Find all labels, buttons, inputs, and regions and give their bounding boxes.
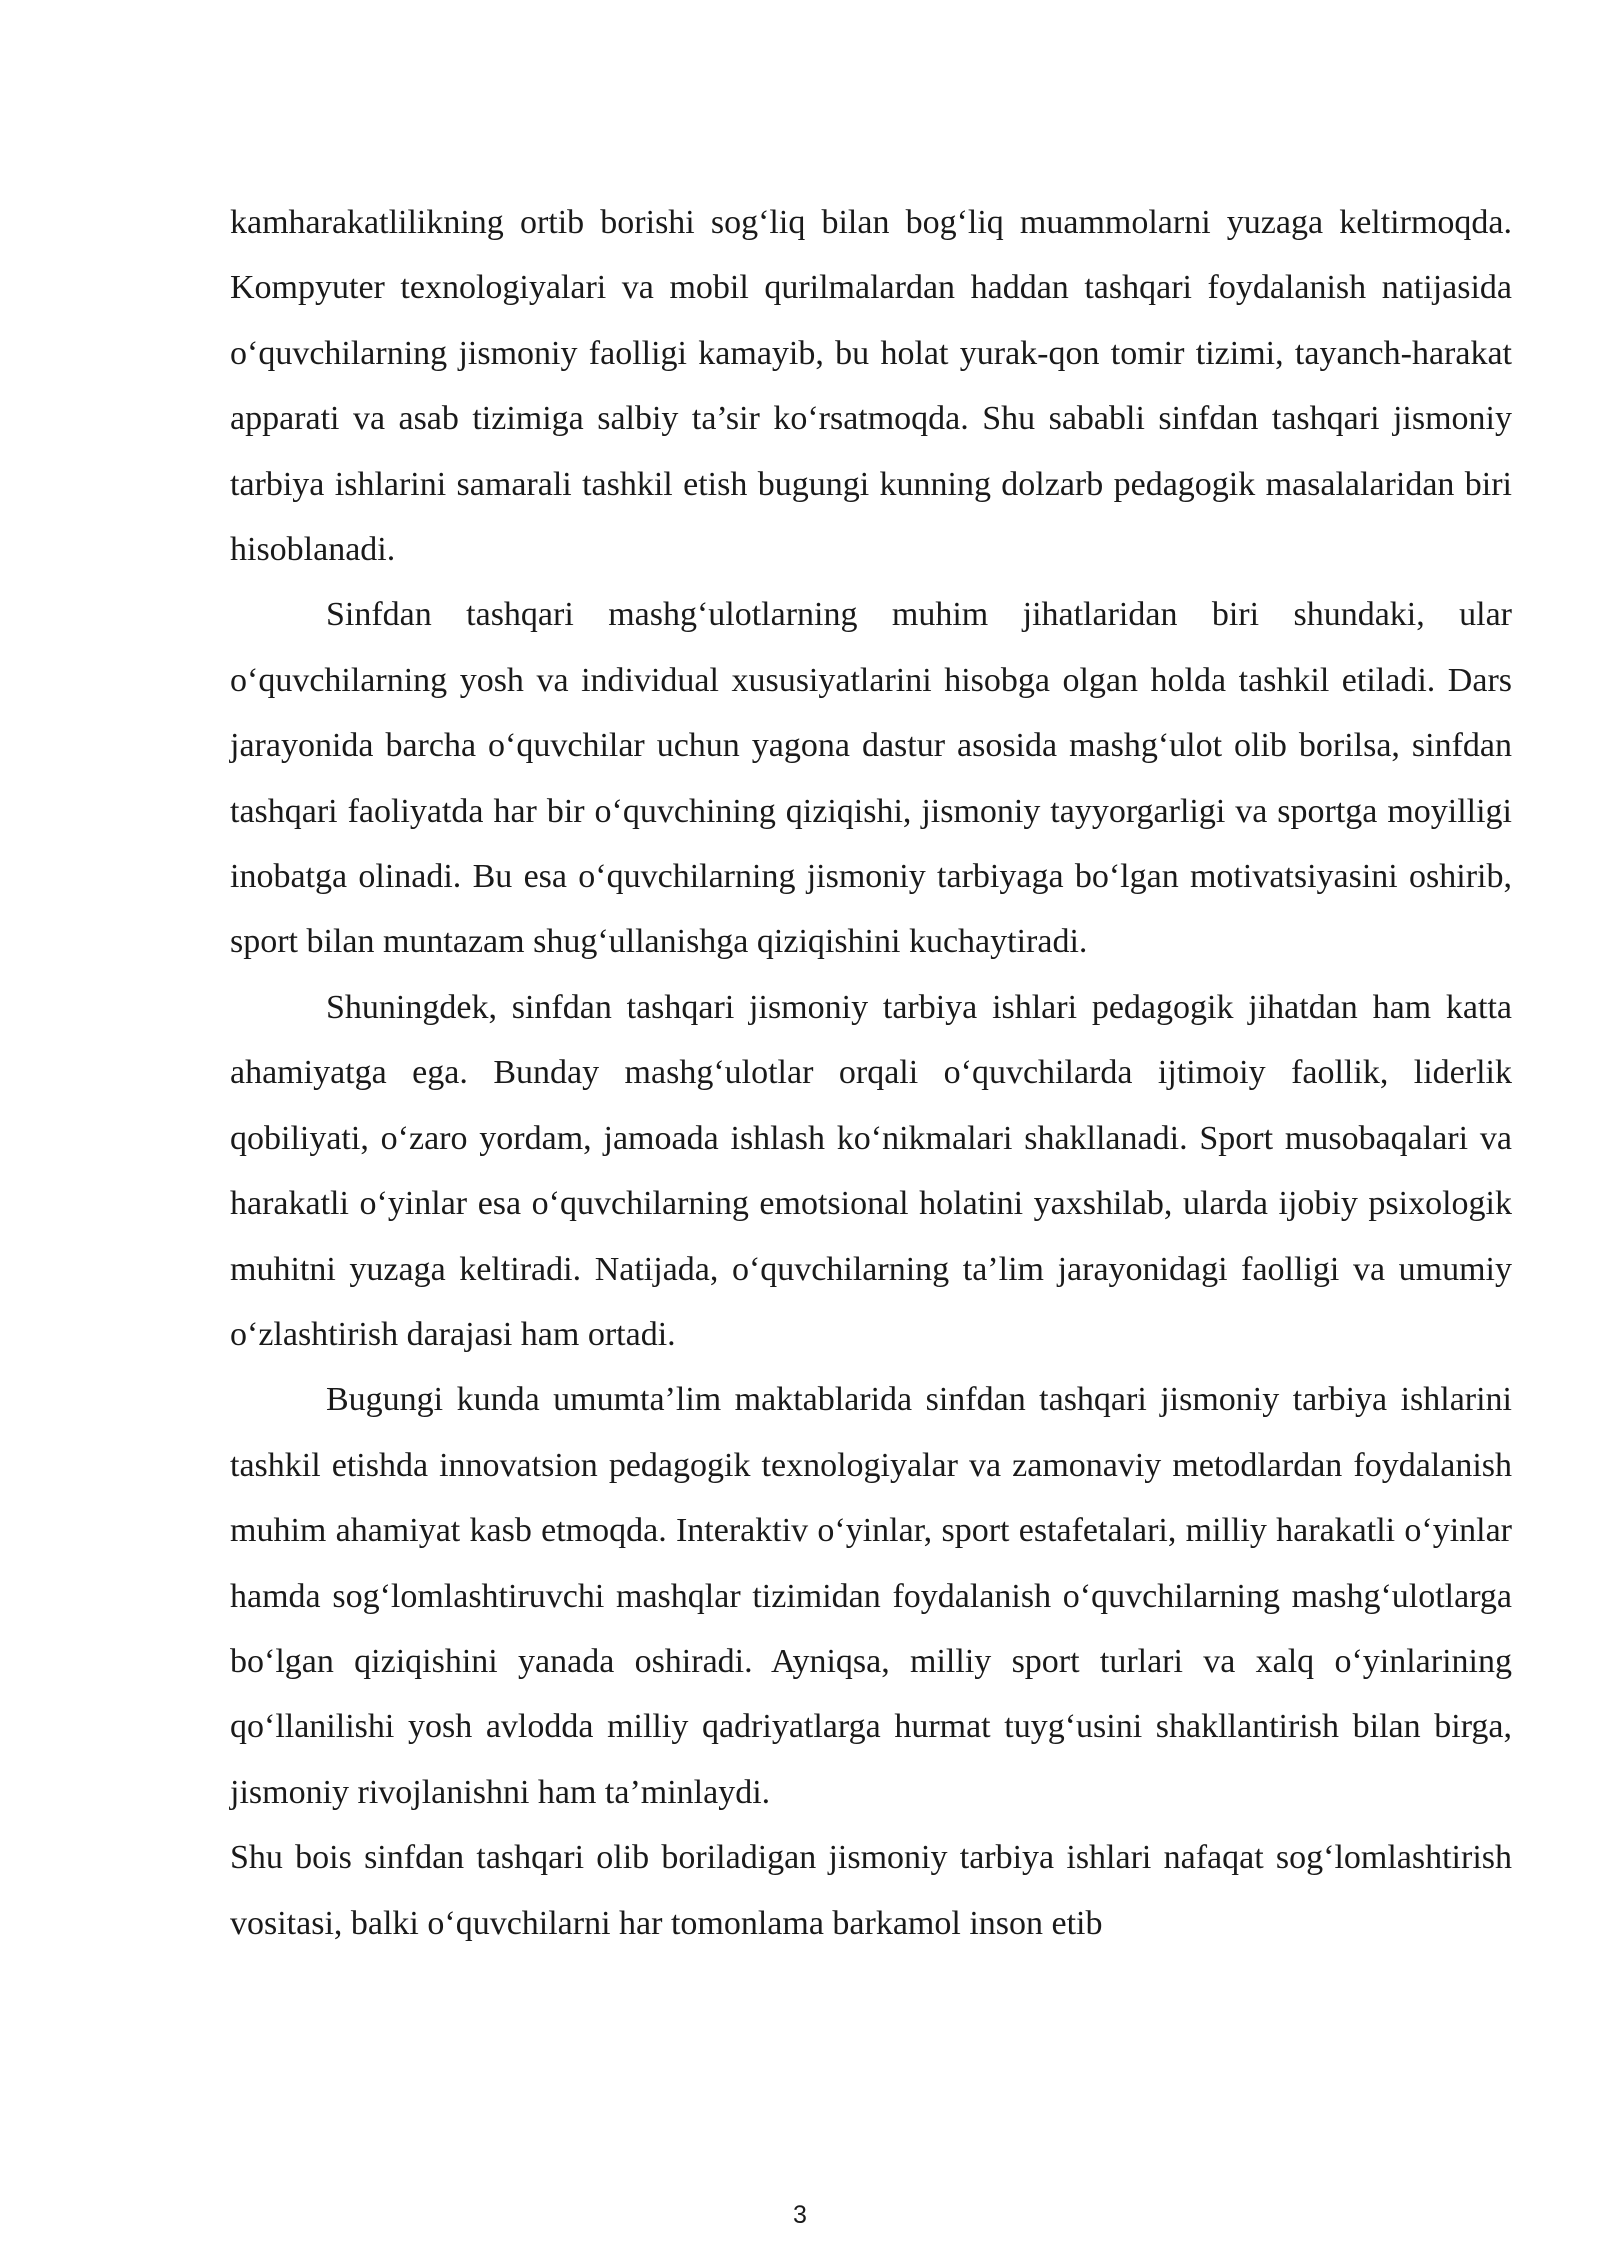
page-number: 3 — [793, 2201, 807, 2229]
paragraph-2: Sinfdan tashqari mashg‘ulotlarning muhim jihatlaridan biri shundaki, ular o‘quvchilarning yosh va individual xususiyatlarini hisobga olgan holda tashkil etiladi. Dars jarayonida barcha o‘quvchilar uchun yagona dastur asosida mashg‘ulot olib borilsa, sinfdan tashqari faoliyatda har bir o‘quvchining qiziqishi, jismoniy tayyorgarligi va sportga moyilligi inobatga olinadi. Bu esa o‘quvchilarning jismoniy tarbiyaga bo‘lgan motivatsiyasini oshirib, sport bilan muntazam shug‘ullanishga qiziqishini kuchaytiradi. — [230, 596, 1512, 961]
paragraph-5: Shu bois sinfdan tashqari olib boriladigan jismoniy tarbiya ishlari nafaqat sog‘lomlashtirish vositasi, balki o‘quvchilarni har tomonlama barkamol inson etib — [230, 1839, 1512, 1942]
document-body — [230, 190, 1512, 1956]
paragraph-1: kamharakatlilikning ortib borishi sog‘liq bilan bog‘liq muammolarni yuzaga keltirmoqda. Kompyuter texnologiyalari va mobil qurilmalardan haddan tashqari foydalanish natijasida o‘quvchilarning jismoniy faolligi kamayib, bu holat yurak-qon tomir tizimi, tayanch-harakat apparati va asab tizimiga salbiy ta’sir ko‘rsatmoqda. Shu sababli sinfdan tashqari jismoniy tarbiya ishlarini samarali tashkil etish bugungi kunning dolzarb pedagogik masalalaridan biri hisoblanadi. — [230, 204, 1512, 569]
paragraph-4: Bugungi kunda umumta’lim maktablarida sinfdan tashqari jismoniy tarbiya ishlarini tashkil etishda innovatsion pedagogik texnologiyalar va zamonaviy metodlardan foydalanish muhim ahamiyat kasb etmoqda. Interaktiv o‘yinlar, sport estafetalari, milliy harakatli o‘yinlar hamda sog‘lomlashtiruvchi mashqlar tizimidan foydalanish o‘quvchilarning mashg‘ulotlarga bo‘lgan qiziqishini yanada oshiradi. Ayniqsa, milliy sport turlari va xalq o‘yinlarining qo‘llanilishi yosh avlodda milliy qadriyatlarga hurmat tuyg‘usini shakllantirish bilan birga, jismoniy rivojlanishni ham ta’minlaydi. — [230, 1381, 1512, 1811]
paragraph-3: Shuningdek, sinfdan tashqari jismoniy tarbiya ishlari pedagogik jihatdan ham katta ahamiyatga ega. Bunday mashg‘ulotlar orqali o‘quvchilarda ijtimoiy faollik, liderlik qobiliyati, o‘zaro yordam, jamoada ishlash ko‘nikmalari shakllanadi. Sport musobaqalari va harakatli o‘yinlar esa o‘quvchilarning emotsional holatini yaxshilab, ularda ijobiy psixologik muhitni yuzaga keltiradi. Natijada, o‘quvchilarning ta’lim jarayonidagi faolligi va umumiy o‘zlashtirish darajasi ham ortadi. — [230, 988, 1512, 1353]
